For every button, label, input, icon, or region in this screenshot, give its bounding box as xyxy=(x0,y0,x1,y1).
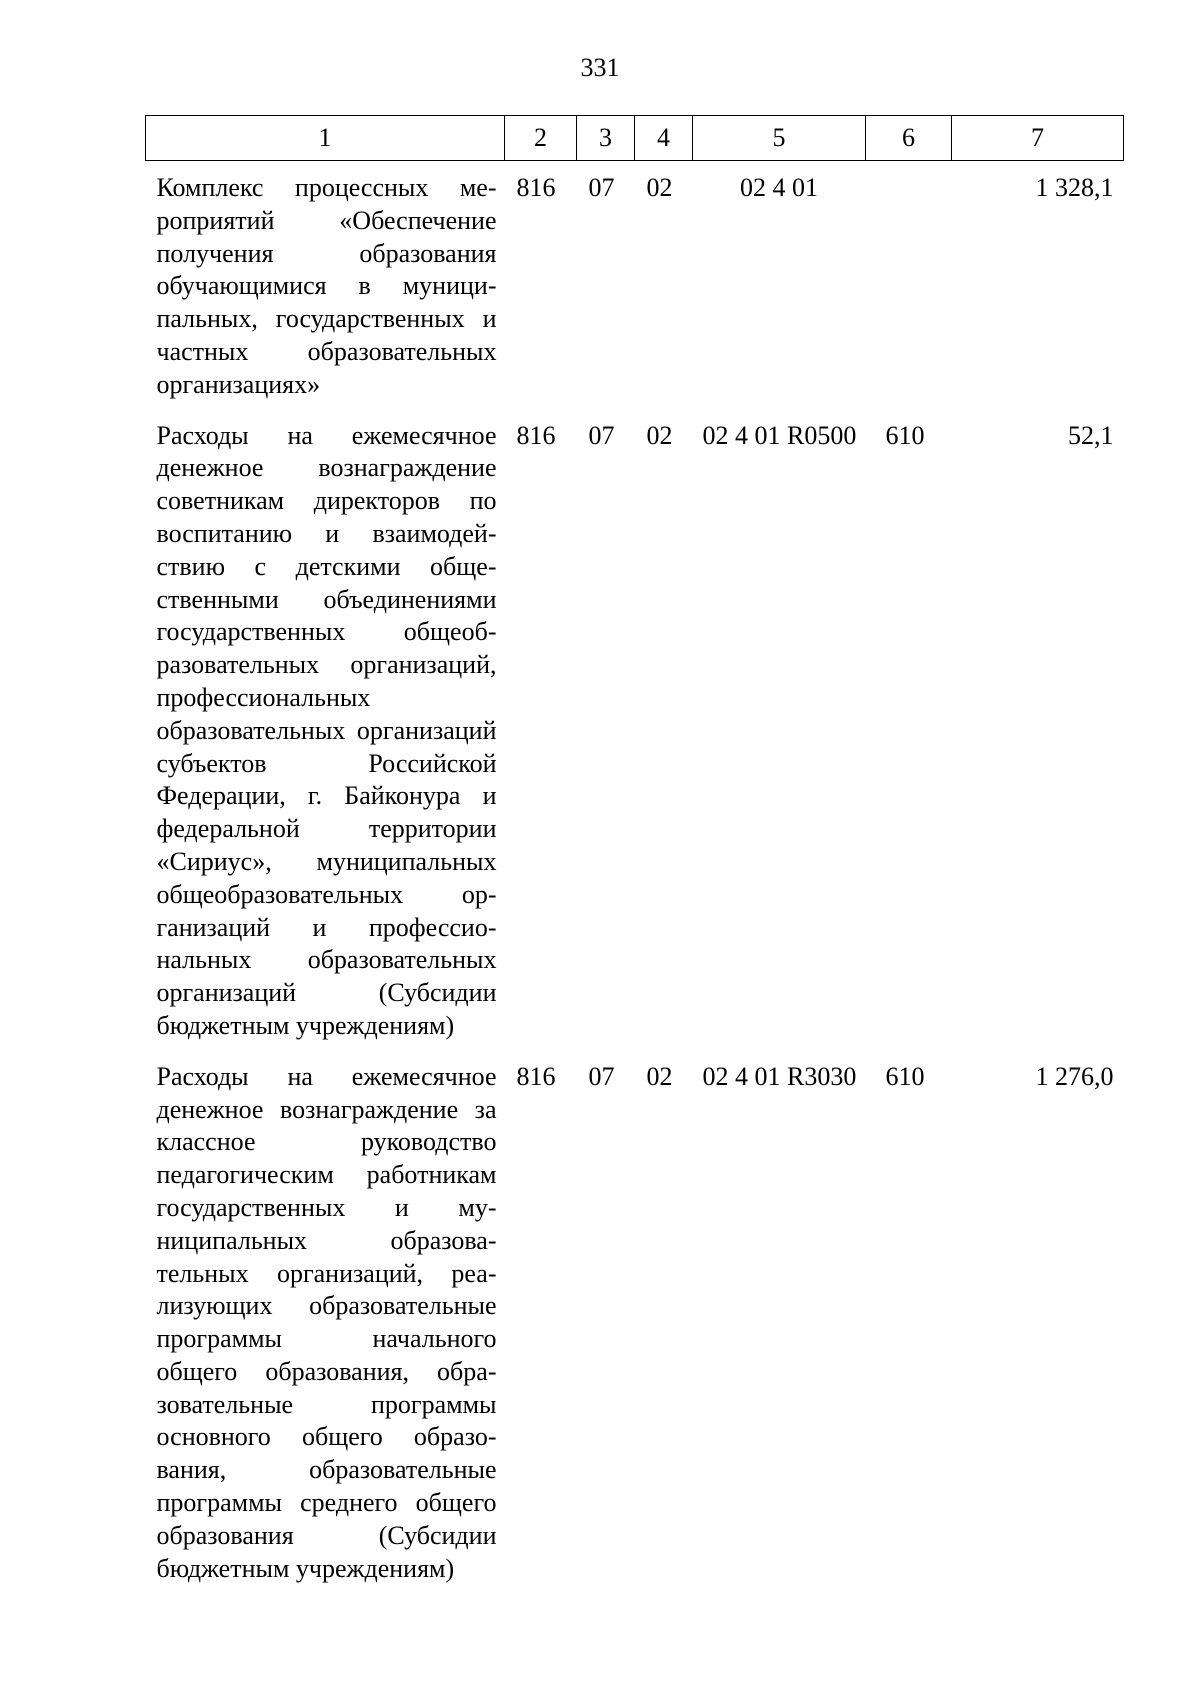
column-header-5: 5 xyxy=(693,116,866,161)
row-grbs: 816 xyxy=(516,1061,556,1091)
row-name: Расходы на ежемесячное денежное вознаграждение за классное руководство педагогическим работникам государственных и муниципальных образовательных организаций, реализующих образовательные программы начального общего образования, образовательные программы основного общего образования, образовательные программы среднего общего образования (Субсидии бюджетным учреждениям) xyxy=(156,1061,497,1583)
row-expense-type: 610 xyxy=(885,420,925,450)
header-row xyxy=(146,116,1124,161)
column-header-6: 6 xyxy=(866,116,952,161)
table-body xyxy=(146,161,1124,1593)
row-subsection: 02 xyxy=(646,173,673,202)
row-grbs: 816 xyxy=(516,173,556,202)
row-subsection: 02 xyxy=(646,420,673,450)
table-row xyxy=(146,161,1124,409)
table-row xyxy=(146,1050,1124,1593)
row-section: 07 xyxy=(588,420,615,450)
row-expense-type: 610 xyxy=(885,1061,925,1091)
row-name: Расходы на ежемесячное денежное вознаграждение советникам директоров по воспитанию и взаимодействию с детскими общественными объединениями государственных общеобразовательных организаций, профессиональных образовательных организаций субъектов Российской Федерации, г. Байконура и федеральной территории «Сириус», муниципальных общеобразовательных организаций и профессиональных образовательных организаций (Субсидии бюджетным учреждениям) xyxy=(156,420,497,1040)
row-section: 07 xyxy=(588,1061,615,1091)
row-amount: 1 276,0 xyxy=(1035,1061,1114,1091)
row-target-article: 02 4 01 R0500 xyxy=(702,420,857,450)
table-header xyxy=(146,116,1124,161)
row-target-article: 02 4 01 R3030 xyxy=(702,1061,857,1091)
row-amount: 52,1 xyxy=(1068,420,1114,450)
row-name: Комплекс процессных мероприятий «Обеспечение получения образования обучающимися в муниципальных, государственных и частных образовательных организациях» xyxy=(156,173,497,399)
row-grbs: 816 xyxy=(516,420,556,450)
row-amount: 1 328,1 xyxy=(1035,173,1114,202)
column-header-3: 3 xyxy=(577,116,635,161)
row-expense-type xyxy=(866,161,952,409)
budget-table xyxy=(145,115,1124,1592)
row-section: 07 xyxy=(588,173,615,202)
row-target-article: 02 4 01 xyxy=(740,173,818,202)
column-header-7: 7 xyxy=(952,116,1124,161)
page-number: 331 xyxy=(580,53,620,82)
column-header-1: 1 xyxy=(146,116,505,161)
table-row xyxy=(146,409,1124,1050)
column-header-4: 4 xyxy=(635,116,693,161)
row-subsection: 02 xyxy=(646,1061,673,1091)
column-header-2: 2 xyxy=(505,116,577,161)
